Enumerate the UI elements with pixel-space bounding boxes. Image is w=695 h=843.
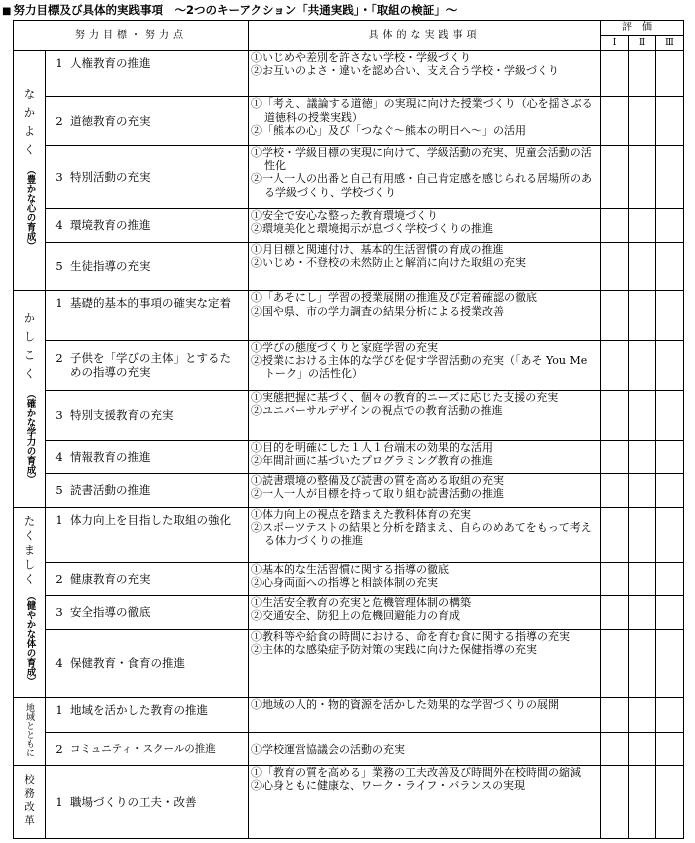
practice-cell [249,596,601,630]
practice-item: ②環境美化と環境掲示が息づく学校づくりの推進 [251,222,493,236]
eval-cell-3[interactable] [656,630,684,698]
goal-text: 環境教育の推進 [70,218,151,233]
goal-text: 保健教育・食育の推進 [70,656,185,671]
category-label: かしこく [22,311,37,386]
practice-item: ②主体的な感染症予防対策の実践に向けた保健指導の充実 [251,643,537,657]
practice-cell [249,242,601,291]
table-row [14,242,684,291]
eval-cell-2[interactable] [629,291,656,341]
eval-cell-2[interactable] [629,562,656,596]
eval-cell-3[interactable] [656,473,684,507]
category-sublabel: （確かな学力の育成） [24,388,36,484]
practice-item: ①月目標と関連付け、基本的生活習慣の育成の推進 [251,242,504,256]
goal-text: 安全指導の徹底 [70,605,151,620]
eval-cell-3[interactable] [656,145,684,208]
practice-item: ①地域の人的・物的資源を活かした効果的な学習づくりの展開 [251,697,559,711]
eval-cell-2[interactable] [629,596,656,630]
practice-cell [249,51,601,97]
table-row [14,51,684,97]
table-row [14,209,684,243]
practice-cell [249,507,601,562]
practice-item: ②いじめ・不登校の未然防止と解消に向けた取組の充実 [251,256,526,270]
practice-item: ②国や県、市の学力調査の結果分析による授業改善 [251,304,504,318]
practice-item: ①「あそにし」学習の授業展開の推進及び定着確認の徹底 [251,291,537,305]
eval-cell-2[interactable] [629,630,656,698]
goal-cell [46,97,249,146]
goal-cell [46,51,249,97]
practice-cell [249,145,601,208]
practice-item: ①学びの態度づくりと家庭学習の充実 [251,341,438,355]
table-row [14,562,684,596]
goal-number: 4 [55,449,63,464]
practice-cell [249,341,601,391]
practice-item: ②お互いのよさ・違いを認め合い、支え合う学校・学級づくり [251,64,559,78]
category-sublabel: （豊かな心の育成） [24,164,36,251]
eval-cell-2[interactable] [629,697,656,733]
goal-number: 4 [55,218,63,233]
goal-text: 体力向上を目指した取組の強化 [70,512,231,527]
practice-item: ②心身両面への指導と相談体制の充実 [251,575,438,589]
eval-cell-2[interactable] [629,209,656,243]
practice-item: ②「熊本の心」及び「つなぐ～熊本の明日へ～」の活用 [251,123,526,137]
eval-cell-1[interactable] [601,733,629,766]
goal-cell [46,209,249,243]
goal-text: 生徒指導の充実 [70,259,151,274]
table-row [14,596,684,630]
table-row [14,341,684,391]
header-eval-2: Ⅱ [629,36,656,51]
table-row [14,291,684,341]
eval-cell-1[interactable] [601,97,629,146]
category-label: なかよく [22,87,37,162]
goal-text: 職場づくりの工夫・改善 [70,794,197,809]
eval-cell-1[interactable] [601,507,629,562]
eval-cell-2[interactable] [629,97,656,146]
practice-cell [249,697,601,733]
practice-item: ①目的を明確にした１人１台端末の効果的な活用 [251,441,493,455]
eval-cell-2[interactable] [629,341,656,391]
category-koumu [14,766,46,839]
table-row [14,733,684,766]
goal-cell [46,596,249,630]
practice-cell [249,562,601,596]
practice-cell [249,473,601,507]
goal-cell [46,145,249,208]
goal-number: 2 [55,113,63,128]
practice-item: ②スポーツテストの結果と分析を踏まえ、自らのめあてをもって考える体力づくりの推進 [251,520,592,548]
eval-cell-1[interactable] [601,242,629,291]
practice-item: ②授業における主体的な学びを促す学習活動の充実（「あそ You Me トーク」の活性化） [251,354,588,381]
category-label: 校務改革 [23,773,35,828]
practice-item: ②一人一人が目標を持って取り組む読書活動の推進 [251,487,504,501]
eval-cell-3[interactable] [656,390,684,441]
eval-cell-1[interactable] [601,473,629,507]
eval-cell-1[interactable] [601,145,629,208]
goal-text: 読書活動の推進 [70,483,151,498]
category-takumashiku [14,507,46,697]
practice-item: ①「考え、議論する道徳」の実現に向けた授業づくり（心を揺さぶる道徳科の授業実践） [251,97,593,124]
practice-item: ①「教育の質を高める」業務の工夫改善及び時間外在校時間の縮減 [251,766,581,780]
practice-cell [249,97,601,146]
eval-cell-2[interactable] [629,390,656,441]
table-row [14,697,684,733]
goal-number: 2 [55,741,63,756]
header-eval-3: Ⅲ [656,36,684,51]
goal-cell [46,291,249,341]
table-row [14,145,684,208]
goal-number: 1 [55,702,63,717]
goal-number: 3 [55,408,63,423]
practice-cell [249,209,601,243]
eval-cell-3[interactable] [656,562,684,596]
table-row [14,441,684,474]
goal-number: 1 [55,56,63,70]
goal-cell [46,242,249,291]
practice-item: ②交通安全、防犯上の危機回避能力の育成 [251,609,460,623]
goal-cell [46,507,249,562]
goal-cell [46,733,249,766]
eval-cell-3[interactable] [656,51,684,97]
table-row [14,766,684,839]
eval-cell-1[interactable] [601,341,629,391]
header-evaluation: 評価 [601,21,684,36]
eval-cell-2[interactable] [629,145,656,208]
practice-item: ②ユニバーサルデザインの視点での教育活動の推進 [251,403,503,417]
eval-cell-1[interactable] [601,630,629,698]
eval-cell-1[interactable] [601,291,629,341]
eval-cell-1[interactable] [601,209,629,243]
practice-item: ①基本的な生活習慣に関する指導の徹底 [251,562,449,576]
goal-cell [46,562,249,596]
goal-cell [46,390,249,441]
eval-cell-2[interactable] [629,242,656,291]
eval-cell-2[interactable] [629,441,656,474]
eval-cell-1[interactable] [601,562,629,596]
eval-cell-3[interactable] [656,341,684,391]
goal-cell [46,441,249,474]
goal-cell [46,473,249,507]
goal-number: 5 [55,483,63,498]
practice-item: ①いじめや差別を許さない学校・学級づくり [251,51,471,64]
practice-item: ②心身ともに健康な、ワーク・ライフ・バランスの実現 [251,779,526,793]
title-text: 努力目標及び具体的実践事項 ～2つのキーアクション「共通実践」・「取組の検証」～ [13,3,458,17]
goal-number: 1 [55,794,63,809]
goal-text: 健康教育の充実 [70,571,151,586]
eval-cell-1[interactable] [601,596,629,630]
eval-cell-2[interactable] [629,473,656,507]
goal-text: 子供を「学びの主体」とするための指導の充実 [70,350,231,380]
header-practices: 具体的な実践事項 [249,21,601,51]
goal-text: 基礎的基本的事項の確実な定着 [70,296,231,311]
goal-cell [46,630,249,698]
eval-cell-3[interactable] [656,242,684,291]
practice-cell [249,630,601,698]
eval-cell-1[interactable] [601,51,629,97]
practice-item: ①実態把握に基づく、個々の教育的ニーズに応じた支援の充実 [251,390,559,404]
goal-number: 3 [55,605,63,620]
category-label: たくましく [22,515,37,588]
table-row [14,97,684,146]
practice-cell [249,766,601,839]
goal-number: 2 [55,350,63,365]
practice-cell [249,291,601,341]
eval-cell-2[interactable] [629,51,656,97]
goals-table [13,20,684,839]
table-row [14,473,684,507]
goal-text: 情報教育の推進 [70,449,151,464]
title-marker: ■ [2,6,12,17]
practice-cell [249,390,601,441]
eval-cell-3[interactable] [656,733,684,766]
practice-item: ①体力向上の視点を踏まえた教科体育の充実 [251,507,471,521]
eval-cell-1[interactable] [601,390,629,441]
goal-number: 5 [55,259,63,274]
eval-cell-1[interactable] [601,441,629,474]
goal-text: コミュニティ・スクールの推進 [70,742,216,755]
practice-cell [249,733,601,766]
eval-cell-2[interactable] [629,507,656,562]
header-goals: 努力目標・努力点 [14,21,249,51]
eval-cell-3[interactable] [656,209,684,243]
table-row [14,390,684,441]
eval-cell-3[interactable] [656,97,684,146]
practice-item: ①生活安全教育の充実と危機管理体制の構築 [251,596,471,610]
table-row [14,630,684,698]
practice-item: ①学校運営協議会の活動の充実 [251,742,405,756]
eval-cell-1[interactable] [601,697,629,733]
page-title [2,1,692,19]
header-eval-1: Ⅰ [601,36,629,51]
practice-item: ②年間計画に基づいたプログラミング教育の推進 [251,454,493,468]
goal-number: 1 [55,296,63,311]
category-chiiki [14,697,46,766]
table-row [14,507,684,562]
practice-item: ①安全で安心な整った教育環境づくり [251,209,438,223]
goal-text: 地域を活かした教育の推進 [70,702,208,717]
eval-cell-2[interactable] [629,766,656,839]
goal-cell [46,697,249,733]
goal-number: 2 [55,571,63,586]
goal-cell [46,341,249,391]
practice-item: ①学校・学級目標の実現に向けて、学級活動の充実、児童会活動の活性化 [251,145,592,173]
goal-text: 道徳教育の充実 [70,113,151,128]
practice-item: ①教科等や給食の時間における、命を育む食に関する指導の充実 [251,630,570,644]
goal-number: 1 [55,512,63,527]
practice-item: ②一人一人の出番と自己有用感・自己肯定感を感じられる居場所のある学級づくり、学校づくり [251,172,592,199]
goal-text: 人権教育の推進 [70,56,151,70]
eval-cell-3[interactable] [656,766,684,839]
category-label: 地域とともに [24,702,34,757]
eval-cell-2[interactable] [629,733,656,766]
goal-number: 3 [55,169,63,184]
goal-cell [46,766,249,839]
category-nakayoku [14,51,46,291]
category-kashikoku [14,291,46,507]
category-sublabel: （健やかな体の育成） [24,590,36,686]
eval-cell-1[interactable] [601,766,629,839]
eval-cell-3[interactable] [656,507,684,562]
eval-cell-3[interactable] [656,697,684,733]
eval-cell-3[interactable] [656,441,684,474]
practice-item: ①読書環境の整備及び読書の質を高める取組の充実 [251,473,504,487]
goal-number: 4 [55,656,63,671]
eval-cell-3[interactable] [656,291,684,341]
goal-text: 特別活動の充実 [70,169,151,184]
eval-cell-3[interactable] [656,596,684,630]
practice-cell [249,441,601,474]
goal-text: 特別支援教育の充実 [70,408,174,423]
